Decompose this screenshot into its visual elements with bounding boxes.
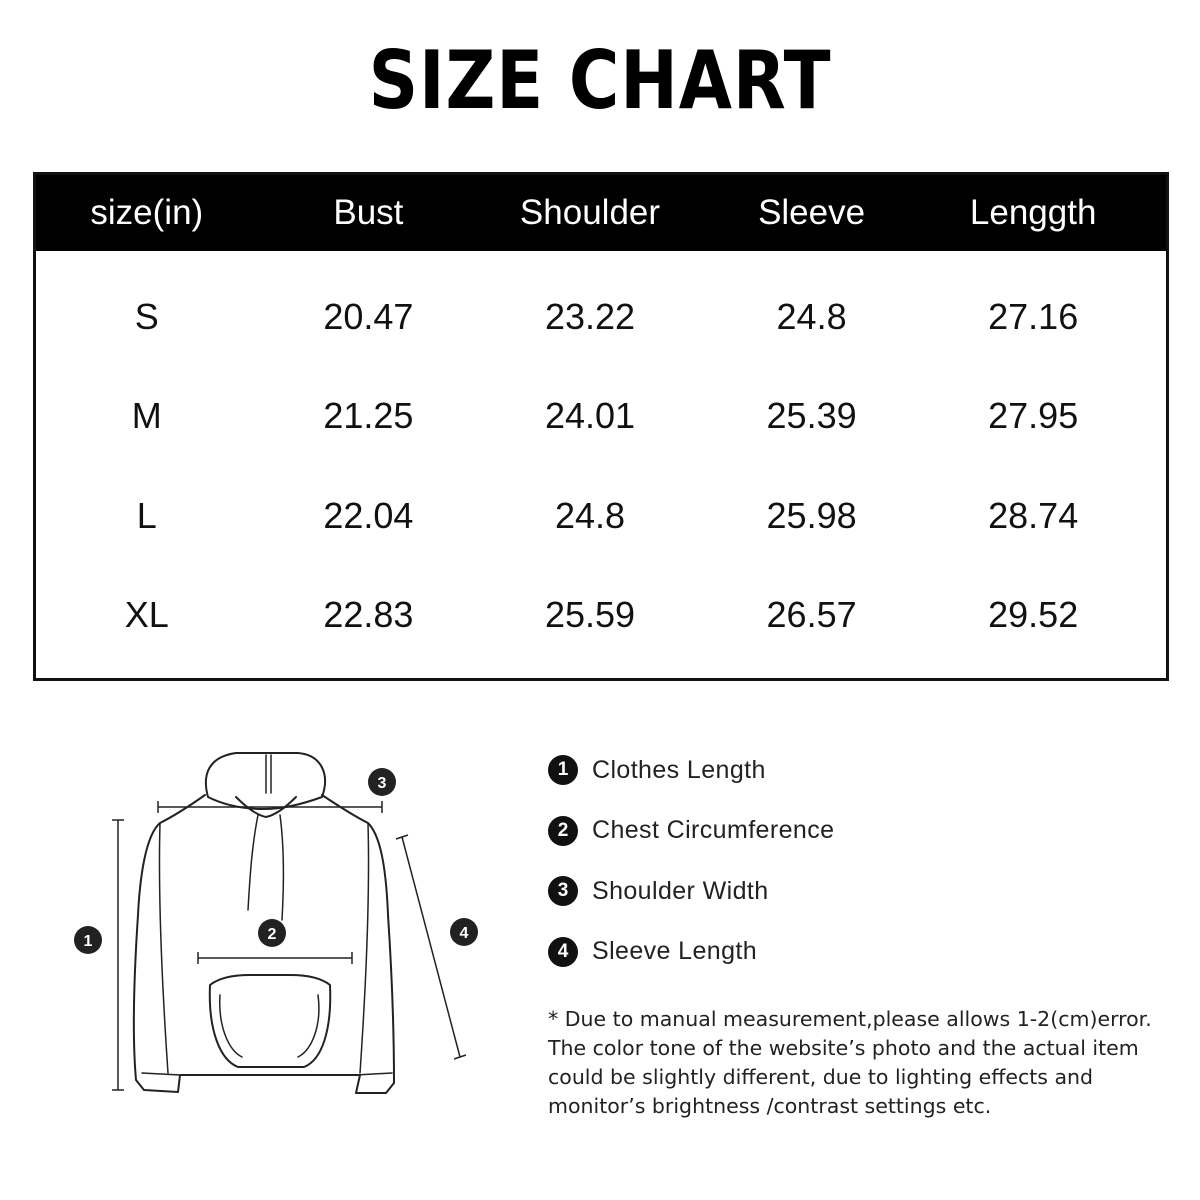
sleeve-cell: 25.98	[766, 494, 857, 536]
note-line: * Due to manual measurement,please allows 1-2(cm)error.	[548, 1007, 1152, 1031]
note-line: could be slightly different, due to lighting effects and	[548, 1065, 1094, 1089]
svg-text:3: 3	[377, 775, 387, 792]
length-cell: 27.95	[988, 395, 1079, 437]
page-title: SIZE CHART	[368, 34, 832, 127]
size-cell: L	[136, 494, 157, 536]
header-shoulder: Shoulder	[519, 193, 661, 232]
length-cell: 28.74	[988, 494, 1079, 536]
bust-cell: 21.25	[323, 395, 414, 437]
marker-3-icon	[368, 768, 396, 796]
legend-item-shoulder-width	[548, 876, 834, 906]
table-body	[36, 251, 1166, 665]
shoulder-cell: 24.8	[554, 494, 626, 536]
legend-label: Shoulder Width	[592, 876, 769, 905]
number-1-icon: 1	[548, 755, 578, 785]
table-header-row	[36, 175, 1166, 251]
legend-label: Sleeve Length	[592, 937, 758, 965]
table-row	[36, 267, 1166, 367]
size-cell: M	[131, 395, 162, 437]
svg-text:4: 4	[459, 925, 469, 942]
header-sleeve: Sleeve	[758, 193, 866, 232]
note-line: The color tone of the website’s photo and the actual item	[548, 1036, 1139, 1060]
legend-item-clothes-length	[548, 755, 834, 785]
header-size: size(in)	[90, 193, 204, 232]
table-row	[36, 566, 1166, 666]
marker-1-icon	[74, 926, 102, 954]
bust-cell: 22.04	[323, 494, 414, 536]
legend-item-sleeve-length	[548, 937, 834, 967]
measurement-legend	[548, 755, 834, 997]
svg-text:2: 2	[267, 926, 277, 943]
sleeve-cell: 25.39	[766, 395, 857, 437]
legend-label: Clothes Length	[592, 755, 766, 784]
length-cell: 27.16	[988, 295, 1079, 337]
sleeve-cell: 26.57	[766, 594, 857, 636]
svg-text:1: 1	[83, 933, 93, 950]
marker-4-icon	[450, 918, 478, 946]
legend-label: Chest Circumference	[592, 816, 835, 844]
header-bust: Bust	[333, 193, 404, 232]
bust-cell: 20.47	[323, 295, 414, 337]
marker-2-icon	[258, 919, 286, 947]
table-row	[36, 466, 1166, 566]
size-cell: XL	[124, 594, 169, 636]
table-row	[36, 367, 1166, 467]
hoodie-diagram	[60, 745, 500, 1125]
size-cell: S	[134, 295, 159, 337]
header-length: Lenggth	[969, 193, 1097, 232]
number-2-icon: 2	[548, 816, 578, 846]
number-3-icon: 3	[548, 876, 578, 906]
number-4-icon: 4	[548, 937, 578, 967]
length-cell: 29.52	[988, 594, 1079, 636]
sleeve-cell: 24.8	[776, 295, 847, 337]
shoulder-cell: 23.22	[544, 295, 636, 337]
note-line: monitor’s brightness /contrast settings etc.	[548, 1094, 992, 1118]
size-table	[33, 172, 1169, 681]
shoulder-cell: 25.59	[544, 594, 636, 636]
legend-item-chest-circumference	[548, 816, 834, 846]
measurement-note	[548, 1005, 1178, 1121]
bust-cell: 22.83	[323, 594, 414, 636]
shoulder-cell: 24.01	[544, 395, 636, 437]
